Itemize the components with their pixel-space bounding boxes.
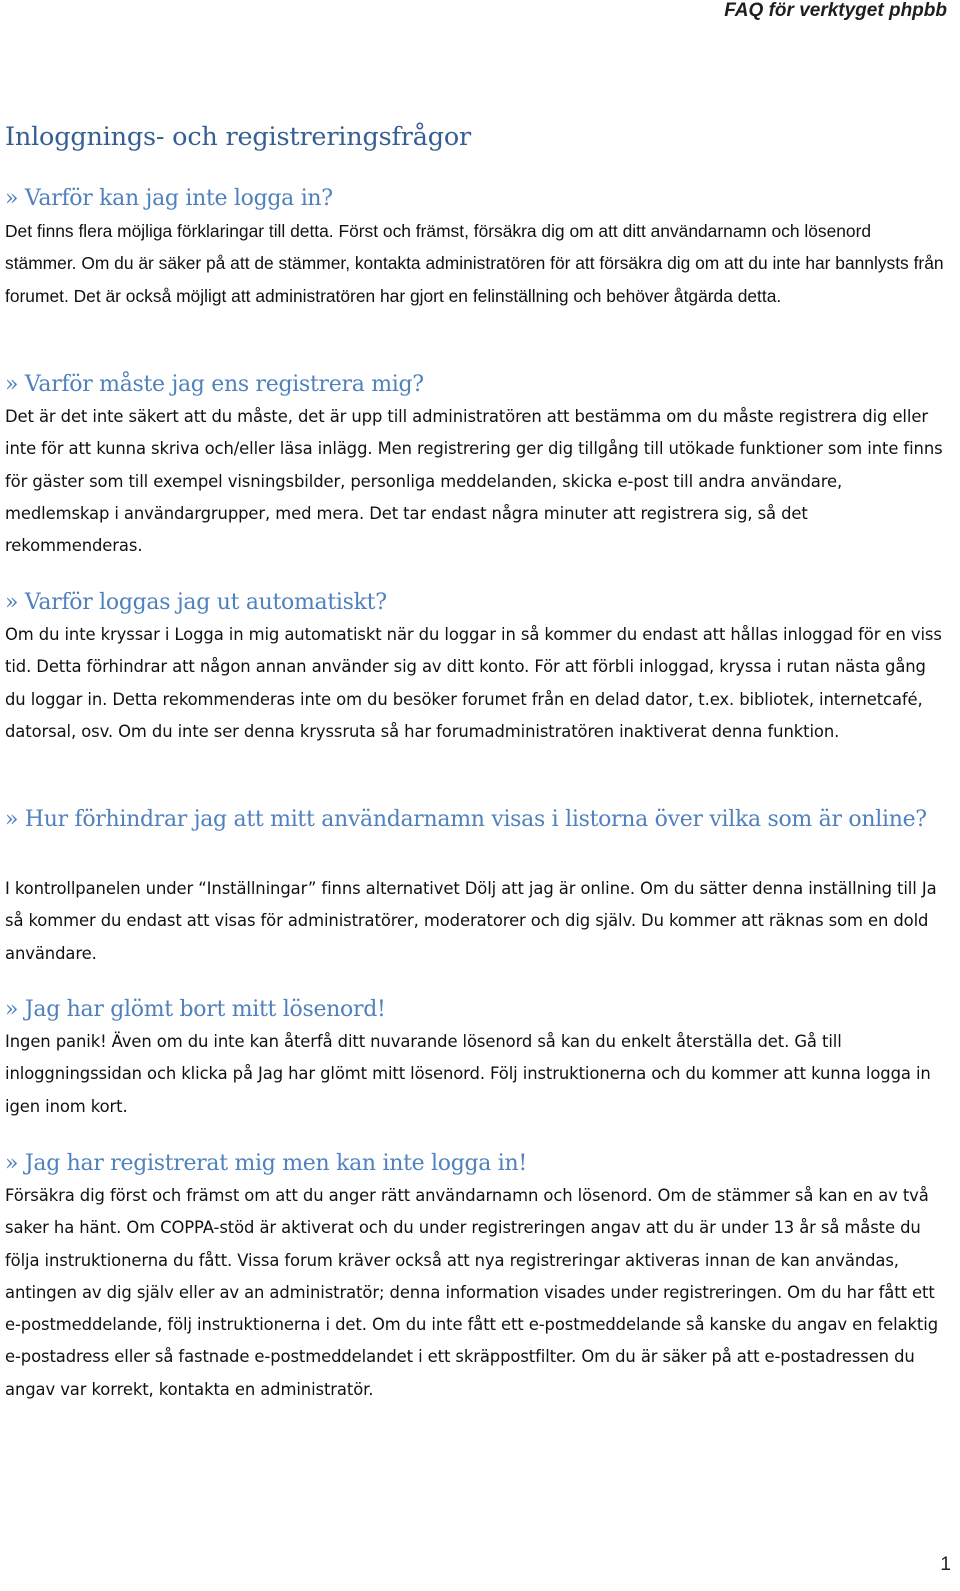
faq-answer-2: Det är det inte säkert att du måste, det är upp till administratören att bestämma om du måste registrera dig eller inte för att kunna skriva och/eller läsa inlägg. Men registrering ger dig tillgång till utökade funktioner som inte finns för gäster som till exempel visningsbilder, personliga meddelanden, skicka e-post till andra användare, medlemskap i användargrupper, med mera. Det tar endast några minuter att registrera sig, så det rekommenderas.	[5, 407, 943, 556]
faq-question-1: » Varför kan jag inte logga in?	[5, 186, 333, 211]
faq-answer-3: Om du inte kryssar i Logga in mig automatiskt när du loggar in så kommer du endast att hållas inloggad för en viss tid. Detta förhindrar att någon annan använder sig av ditt konto. För att förbli inloggad, kryssa i rutan nästa gång du loggar in. Detta rekommenderas inte om du besöker forumet från en delad dator, t.ex. bibliotek, internetcafé, datorsal, osv. Om du inte ser denna kryssruta så har forumadministratören inaktiverat denna funktion.	[5, 625, 942, 741]
running-header: FAQ för verktyget phpbb	[724, 0, 947, 21]
section-heading: Inloggnings- och registreringsfrågor	[5, 122, 471, 152]
faq-answer-5: Ingen panik! Även om du inte kan återfå ditt nuvarande lösenord så kan du enkelt återställa det. Gå till inloggningssidan och klicka på Jag har glömt mitt lösenord. Följ instruktionerna och du kommer att kunna logga in igen inom kort.	[5, 1032, 931, 1116]
faq-question-3: » Varför loggas jag ut automatiskt?	[5, 590, 387, 615]
faq-answer-1: Det finns flera möjliga förklaringar till detta. Först och främst, försäkra dig om att ditt användarnamn och lösenord stämmer. Om du är säker på att de stämmer, kontakta administratören för att försäkra dig om att du inte har bannlysts från forumet. Det är också möjligt att administratören har gjort en felinställning och behöver åtgärda detta.	[5, 221, 944, 306]
faq-question-6: » Jag har registrerat mig men kan inte logga in!	[5, 1151, 527, 1176]
faq-answer-4: I kontrollpanelen under “Inställningar” finns alternativet Dölj att jag är online. Om du sätter denna inställning till Ja så kommer du endast att visas för administratörer, moderatorer och dig själv. Du kommer att räknas som en dold användare.	[5, 879, 937, 963]
faq-question-5: » Jag har glömt bort mitt lösenord!	[5, 997, 386, 1022]
faq-answer-6: Försäkra dig först och främst om att du anger rätt användarnamn och lösenord. Om de stämmer så kan en av två saker ha hänt. Om COPPA-stöd är aktiverat och du under registreringen angav att du är under 13 år så måste du följa instruktionerna du fått. Vissa forum kräver också att nya registreringar aktiveras innan de kan användas, antingen av dig själv eller av an administratör; denna information visades under registreringen. Om du har fått ett e-postmeddelande, följ instruktionerna i det. Om du inte fått ett e-postmeddelande så kanske du angav en felaktig e-postadress eller så fastnade e-postmeddelandet i ett skräppostfilter. Om du är säker på att e-postadressen du angav var korrekt, kontakta en administratör.	[5, 1186, 939, 1399]
faq-question-4: » Hur förhindrar jag att mitt användarnamn visas i listorna över vilka som är online?	[5, 807, 927, 832]
faq-question-2: » Varför måste jag ens registrera mig?	[5, 372, 424, 397]
page-number: 1	[940, 1554, 951, 1575]
